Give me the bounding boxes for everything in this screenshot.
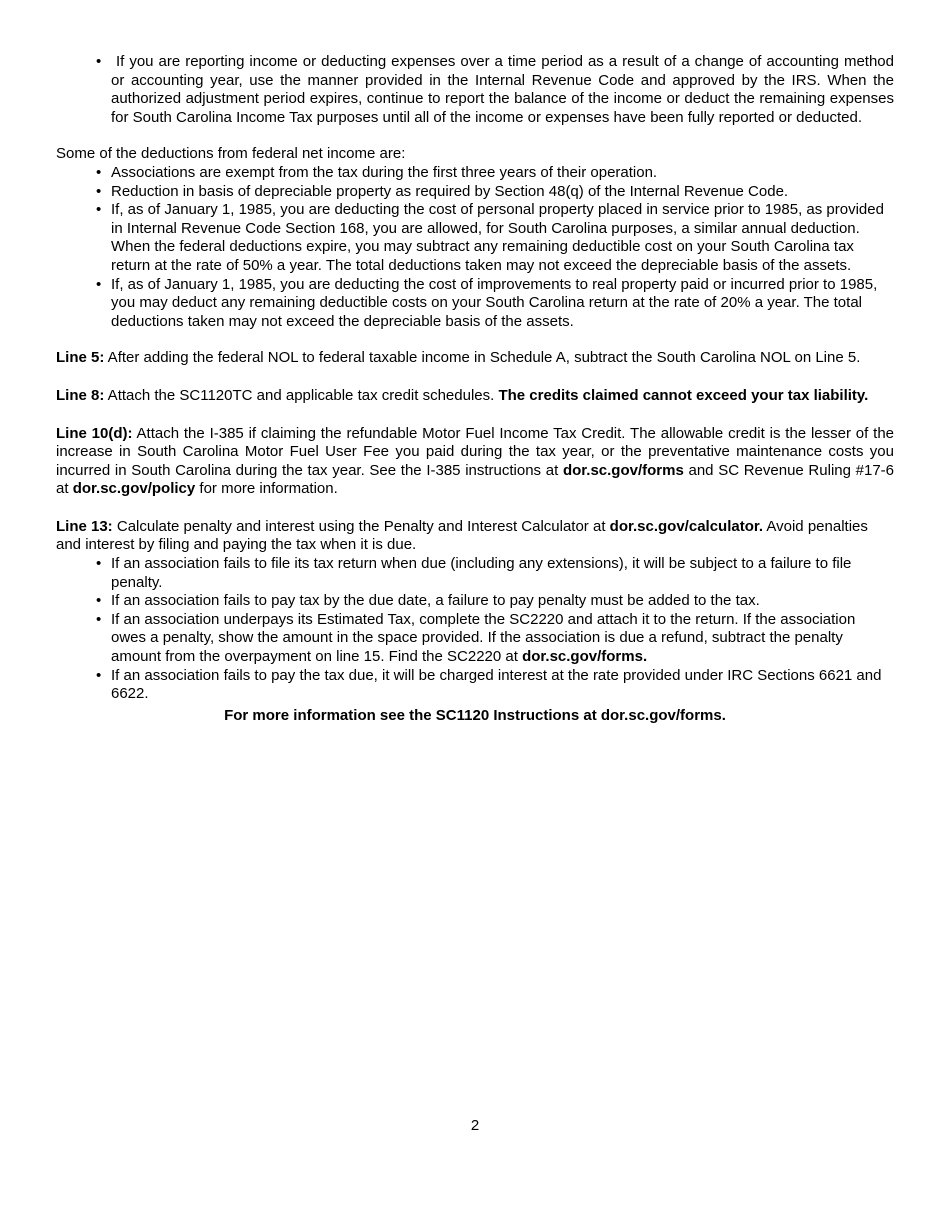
line-8-label: Line 8:: [56, 386, 105, 404]
penalty-item-text: If an association underpays its Estimated Tax, complete the SC2220 and attach it to the return. If the association owes a penalty, show the amount in the space provided. If the association is due a refund, subtract the penalty amount from the overpayment on line 15. Find the SC2220 at: [111, 610, 856, 666]
change-of-accounting-text: If you are reporting income or deducting expenses over a time period as a result of a change of accounting method or accounting year, use the manner provided in the Internal Revenue Code and approved by the IRS. When the authorized adjustment period expires, continue to report the balance of the income or deduct the remaining expenses for South Carolina Income Tax purposes until all of the income or expenses have been fully reported or deducted.: [111, 53, 894, 126]
list-item: [56, 555, 894, 592]
penalty-item-text: If an association fails to pay tax by the due date, a failure to pay penalty must be added to the tax.: [111, 592, 760, 610]
line-5-label: Line 5:: [56, 349, 105, 367]
policy-link[interactable]: dor.sc.gov/policy: [72, 480, 196, 498]
line-10d-text-1: Attach the I-385 if claiming the refundable Motor Fuel Income Tax Credit. The allowable credit is the lesser of the increase in South Carolina Motor Fuel User Fee you paid during the tax year, or the preventative maintenance costs you incurred in South Carolina during the tax year. See the I-385 instructions at: [56, 424, 895, 479]
line-13-label: Line 13:: [56, 517, 113, 535]
instructions-page: [56, 53, 894, 725]
list-item: [56, 611, 894, 667]
line-13-text-1: Calculate penalty and interest using the Penalty and Interest Calculator at: [112, 517, 610, 535]
deductions-list: [56, 164, 894, 331]
line-8-paragraph: [56, 387, 894, 406]
penalty-item-text: If an association fails to file its tax return when due (including any extensions), it will be subject to a failure to file penalty.: [111, 555, 852, 591]
line-10d-text-3: for more information.: [195, 480, 338, 498]
forms-link[interactable]: dor.sc.gov/forms: [562, 461, 684, 479]
calculator-link[interactable]: dor.sc.gov/calculator.: [609, 517, 764, 535]
line-10d-text-2: and SC Revenue Ruling #17-6 at: [56, 461, 894, 498]
list-item: • Reduction in basis of depreciable property as required by Section 48(q) of the Internal Revenue Code.: [56, 183, 894, 202]
line-8-text: Attach the SC1120TC and applicable tax credit schedules.: [104, 386, 499, 404]
line-13-text-2: Avoid penalties and interest by filing and paying the tax when it is due.: [56, 517, 868, 554]
list-item: • Associations are exempt from the tax during the first three years of their operation.: [56, 164, 894, 183]
sc2220-forms-link[interactable]: dor.sc.gov/forms.: [522, 648, 648, 666]
list-item: [56, 53, 894, 127]
line-13-paragraph: [56, 518, 894, 555]
penalty-item-text: If an association fails to pay the tax due, it will be charged interest at the rate provided under IRC Sections 6621 and 6622.: [111, 666, 882, 703]
list-item: [56, 592, 894, 611]
list-item: • If, as of January 1, 1985, you are deducting the cost of personal property placed in service prior to 1985, as provided in Internal Revenue Code Section 168, you are allowed, for South Carolina purposes, a similar annual deduction. When the federal deductions expire, you may subtract any remaining deductible cost on your South Carolina tax return at the rate of 50% a year. The total deductions taken may not exceed the depreciable basis of the assets.: [56, 201, 894, 275]
line-8-bold-text: The credits claimed cannot exceed your tax liability.: [498, 386, 869, 404]
change-of-accounting-list: [56, 53, 894, 127]
line-10d-label: Line 10(d):: [56, 424, 133, 442]
penalty-list: [56, 555, 894, 704]
line-5-text: After adding the federal NOL to federal taxable income in Schedule A, subtract the South Carolina NOL on Line 5.: [104, 349, 861, 367]
page-number: 2: [470, 1117, 480, 1134]
list-item: [56, 667, 894, 704]
line-5-paragraph: [56, 349, 894, 368]
deductions-intro: Some of the deductions from federal net income are:: [56, 145, 406, 163]
line-10d-paragraph: [56, 425, 894, 499]
list-item: • If, as of January 1, 1985, you are deducting the cost of improvements to real property paid or incurred prior to 1985, you may deduct any remaining deductible costs on your South Carolina return at the rate of 20% a year. The total deductions taken may not exceed the depreciable basis of the assets.: [56, 276, 894, 332]
footer-note: For more information see the SC1120 Instructions at dor.sc.gov/forms.: [224, 706, 726, 724]
